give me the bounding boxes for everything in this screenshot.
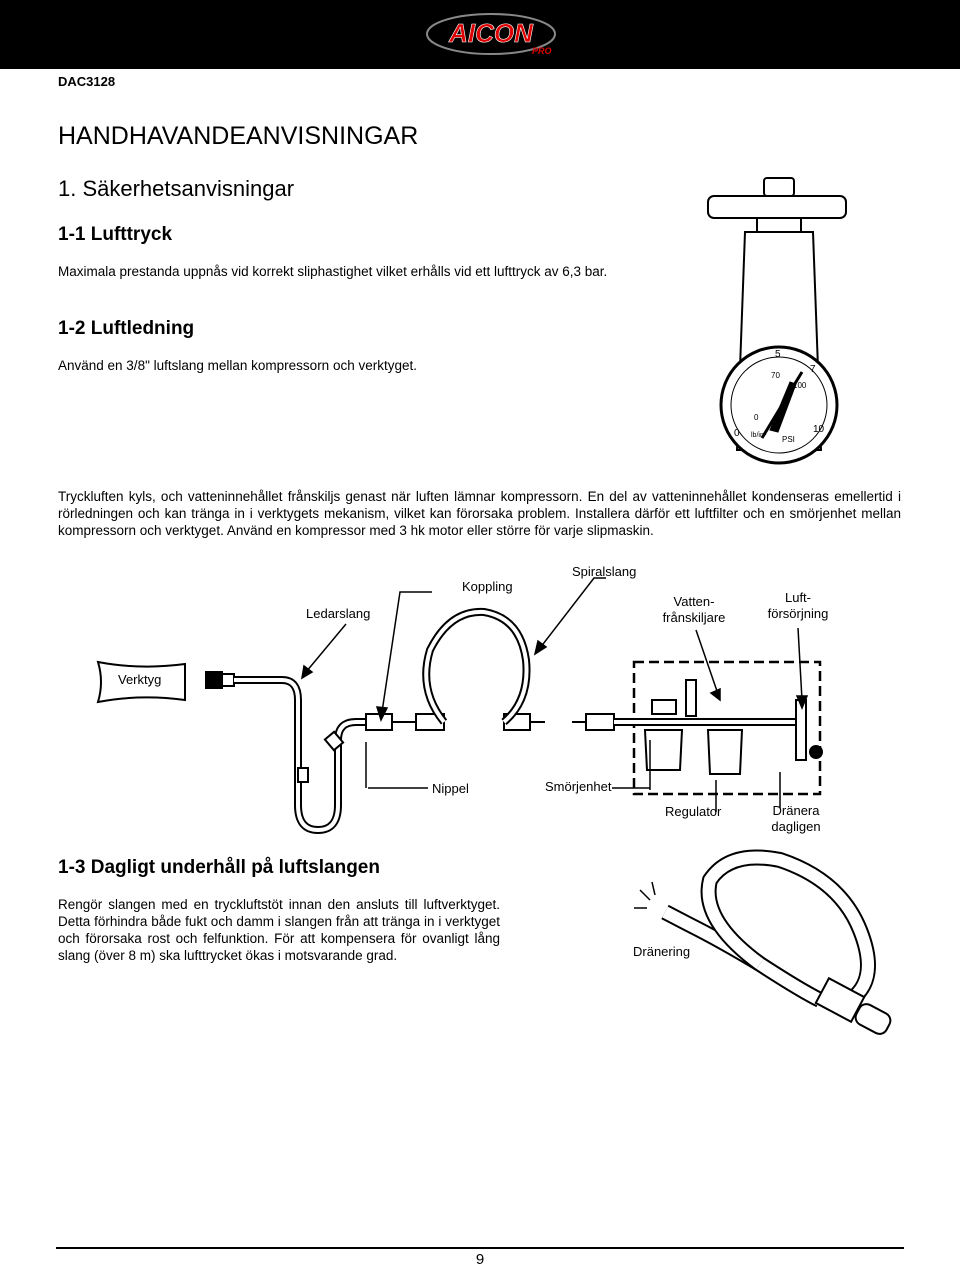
gauge-num-100: 100	[793, 381, 807, 390]
regulator-gauge-illustration	[708, 178, 846, 463]
label-drain-daily	[768, 803, 824, 835]
label-air-supply-line2: försörjning	[767, 606, 829, 621]
label-leader-hose: Ledarslang	[306, 606, 371, 621]
label-water-separator-line2: frånskiljare	[662, 610, 726, 625]
svg-text:PRO: PRO	[532, 46, 552, 56]
label-water-separator	[662, 594, 726, 626]
label-water-separator-line1: Vatten-	[673, 594, 715, 609]
label-regulator: Regulator	[665, 804, 722, 819]
section-heading: 1. Säkerhetsanvisningar	[58, 176, 295, 201]
air-line-text-2: Tryckluften kyls, och vatteninnehållet frånskiljs genast när luften lämnar kompressorn. En del av vatteninnehållet kondenseras emellertid i rörledningen och kan tränga in i verktygets mekanism, vilket kan förorsaka problem. Installera därför ett luftfilter och en smörjenhet mellan kompressorn och verktyget. Använd en kompressor med 3 hk motor eller större för varje slipmaskin.	[58, 489, 901, 538]
svg-text:AICON: AICON	[449, 18, 533, 48]
label-drainage: Dränering	[633, 944, 691, 959]
heading-air-line: 1-2 Luftledning	[58, 318, 195, 339]
heading-daily-maintenance: 1-3 Dagligt underhåll på luftslangen	[58, 857, 380, 878]
model-number: DAC3128	[58, 74, 116, 89]
footer-rule	[56, 1247, 904, 1249]
page-title: HANDHAVANDEANVISNINGAR	[58, 122, 419, 150]
label-air-supply-line1: Luft-	[784, 590, 811, 605]
label-tool: Verktyg	[118, 672, 162, 687]
air-line-text: Använd en 3/8" luftslang mellan kompressorn och verktyget.	[58, 358, 417, 373]
heading-air-pressure: 1-1 Lufttryck	[58, 224, 173, 245]
label-lubricator: Smörjenhet	[545, 779, 612, 794]
air-system-diagram	[98, 612, 822, 830]
gauge-num-70: 70	[771, 371, 780, 380]
page-number: 9	[475, 1251, 485, 1268]
gauge-unit-psi: PSI	[782, 435, 795, 444]
label-nipple: Nippel	[432, 781, 469, 796]
label-air-supply	[764, 590, 832, 622]
air-pressure-text: Maximala prestanda uppnås vid korrekt sliphastighet vilket erhålls vid ett lufttryck av 6,3 bar.	[58, 264, 608, 279]
gauge-num-5: 5	[775, 349, 781, 360]
gauge-num-7: 7	[810, 364, 816, 375]
label-spiral-hose: Spiralslang	[572, 564, 637, 579]
gauge-num-10: 10	[813, 424, 825, 435]
diagram-pointers	[302, 578, 807, 812]
gauge-unit-lb: lb/in²	[751, 432, 767, 439]
label-drain-daily-line2: dagligen	[771, 819, 821, 834]
label-coupling: Koppling	[462, 579, 513, 594]
daily-maintenance-text: Rengör slangen med en tryckluftstöt innan den ansluts till luftverktyget. Detta förhindra både fukt och damm i slangen från att tränga in i verktyget och förorsaka rost och felfunktion. För att kompensera för ovanligt lång slang (över 8 m) ska lufttrycket ökas i motsvarande grad.	[58, 897, 500, 963]
gauge-num-0-inner: 0	[754, 413, 759, 422]
label-drain-daily-line1: Dränera	[772, 803, 820, 818]
gauge-num-0-outer: 0	[734, 428, 740, 439]
